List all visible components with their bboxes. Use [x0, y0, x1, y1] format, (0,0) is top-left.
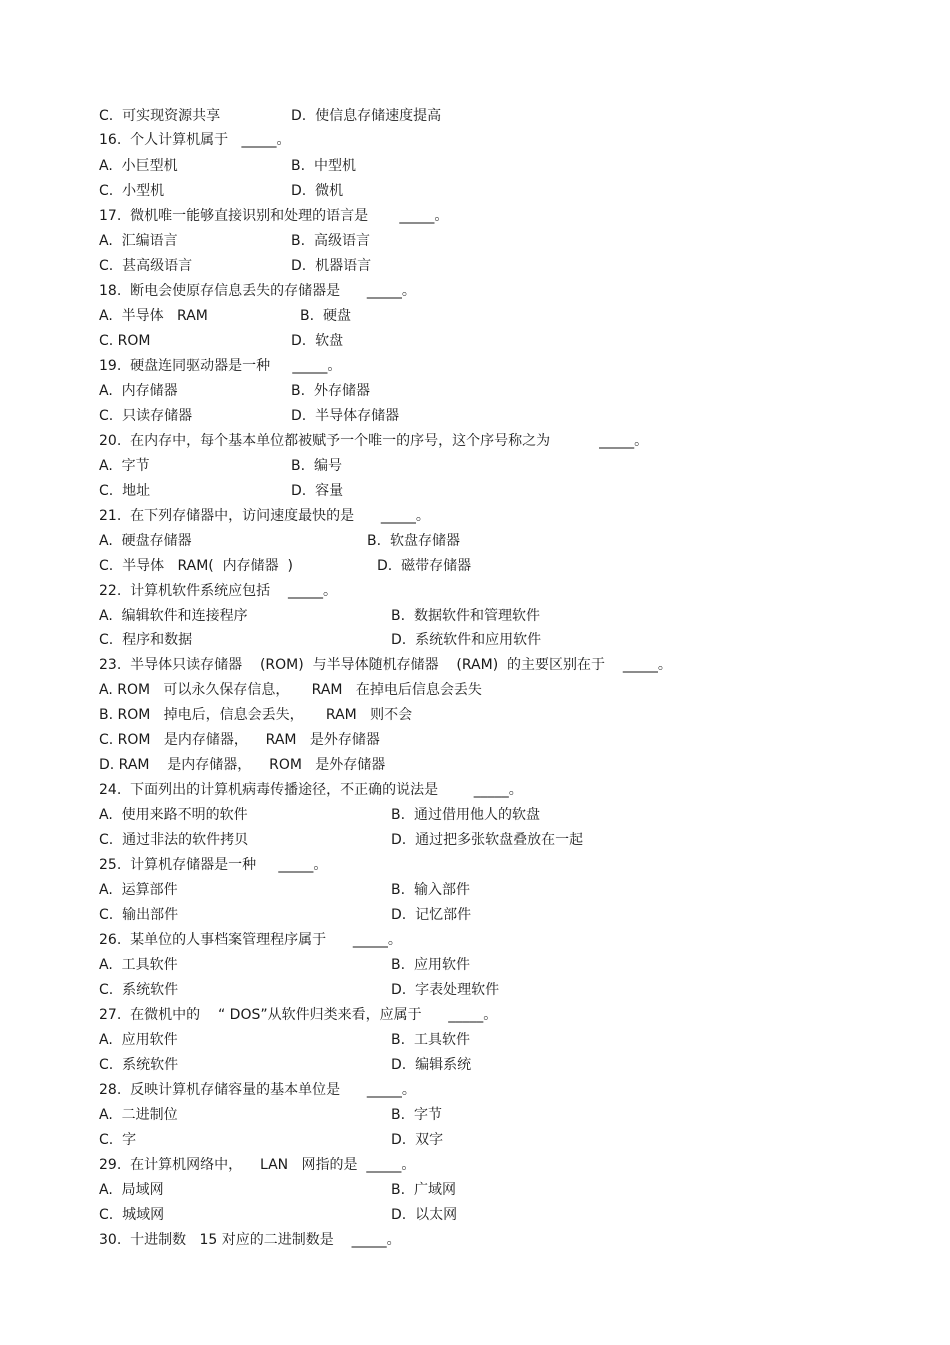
option-text: D. 容量 [291, 483, 344, 499]
text-line: A. 字节 [99, 458, 150, 474]
text-line: C. 字 [99, 1132, 137, 1148]
option-text: D. 编辑系统 [391, 1057, 472, 1073]
option-text: D. 字表处理软件 [391, 982, 500, 998]
text-line: 19. 硬盘连同驱动器是一种 _____。 [99, 358, 342, 374]
text-line: C. 通过非法的软件拷贝 [99, 832, 249, 848]
option-text: D. 机器语言 [291, 258, 372, 274]
text-line: C. 可实现资源共享 [99, 108, 221, 124]
text-line: C. 地址 [99, 483, 151, 499]
text-line: C. 输出部件 [99, 907, 179, 923]
text-line: C. ROM [99, 333, 151, 349]
option-text: D. 使信息存储速度提高 [291, 108, 442, 124]
option-text: D. 磁带存储器 [377, 558, 472, 574]
text-line: C. 小型机 [99, 183, 165, 199]
text-line: A. 汇编语言 [99, 233, 178, 249]
option-text: B. 数据软件和管理软件 [391, 608, 540, 624]
option-text: B. 中型机 [291, 158, 356, 174]
text-line: 25. 计算机存储器是一种 _____。 [99, 857, 328, 873]
option-text: B. 输入部件 [391, 882, 470, 898]
text-line: A. 使用来路不明的软件 [99, 807, 248, 823]
option-text: D. 系统软件和应用软件 [391, 632, 542, 648]
option-text: D. 微机 [291, 183, 344, 199]
option-text: B. 硬盘 [300, 308, 351, 324]
text-line: A. 硬盘存储器 [99, 533, 192, 549]
text-line: A. 内存储器 [99, 383, 178, 399]
option-text: D. 以太网 [391, 1207, 458, 1223]
text-line: 27. 在微机中的 “ DOS”从软件归类来看，应属于 _____。 [99, 1007, 498, 1023]
text-line: 24. 下面列出的计算机病毒传播途径，不正确的说法是 _____。 [99, 782, 523, 798]
text-line: C. 程序和数据 [99, 632, 193, 648]
text-line: A. 二进制位 [99, 1107, 178, 1123]
text-line: A. 工具软件 [99, 957, 178, 973]
option-text: B. 工具软件 [391, 1032, 470, 1048]
text-line: 22. 计算机软件系统应包括 _____。 [99, 583, 337, 599]
text-line: 16. 个人计算机属于 _____。 [99, 132, 291, 148]
option-text: B. 外存储器 [291, 383, 370, 399]
option-text: B. 应用软件 [391, 957, 470, 973]
text-line: C. 系统软件 [99, 1057, 179, 1073]
text-line: A. 局域网 [99, 1182, 164, 1198]
option-text: D. 软盘 [291, 333, 344, 349]
text-line: D. RAM 是内存储器， ROM 是外存储器 [99, 757, 386, 773]
text-line: C. 只读存储器 [99, 408, 193, 424]
option-text: D. 通过把多张软盘叠放在一起 [391, 832, 584, 848]
text-line: 23. 半导体只读存储器 (ROM) 与半导体随机存储器 (RAM) 的主要区别在于 _____。 [99, 657, 672, 673]
option-text: D. 双字 [391, 1132, 444, 1148]
option-text: B. 字节 [391, 1107, 442, 1123]
text-line: A. 运算部件 [99, 882, 178, 898]
text-line: 20. 在内存中，每个基本单位都被赋予一个唯一的序号，这个序号称之为 _____。 [99, 433, 649, 449]
text-line: A. ROM 可以永久保存信息， RAM 在掉电后信息会丢失 [99, 682, 482, 698]
option-text: B. 高级语言 [291, 233, 370, 249]
option-text: B. 软盘存储器 [367, 533, 460, 549]
option-text: D. 半导体存储器 [291, 408, 400, 424]
text-line: 18. 断电会使原存信息丢失的存储器是 _____。 [99, 283, 416, 299]
text-line: 26. 某单位的人事档案管理程序属于 _____。 [99, 932, 402, 948]
text-line: C. 半导体 RAM( 内存储器 ) [99, 558, 294, 574]
text-line: A. 半导体 RAM [99, 308, 208, 324]
text-line: 28. 反映计算机存储容量的基本单位是 _____。 [99, 1082, 416, 1098]
text-line: B. ROM 掉电后，信息会丢失， RAM 则不会 [99, 707, 413, 723]
option-text: B. 广域网 [391, 1182, 456, 1198]
option-text: B. 通过借用他人的软盘 [391, 807, 540, 823]
text-line: C. ROM 是内存储器， RAM 是外存储器 [99, 732, 380, 748]
text-line: A. 编辑软件和连接程序 [99, 608, 248, 624]
text-line: A. 小巨型机 [99, 158, 178, 174]
text-line: 21. 在下列存储器中，访问速度最快的是 _____。 [99, 508, 430, 524]
text-line: C. 甚高级语言 [99, 258, 193, 274]
text-line: 29. 在计算机网络中， LAN 网指的是 _____。 [99, 1157, 416, 1173]
option-text: B. 编号 [291, 458, 342, 474]
text-line: 30. 十进制数 15 对应的二进制数是 _____。 [99, 1232, 401, 1248]
text-line: A. 应用软件 [99, 1032, 178, 1048]
text-line: 17. 微机唯一能够直接识别和处理的语言是 _____。 [99, 208, 449, 224]
text-line: C. 城域网 [99, 1207, 165, 1223]
option-text: D. 记忆部件 [391, 907, 472, 923]
text-line: C. 系统软件 [99, 982, 179, 998]
